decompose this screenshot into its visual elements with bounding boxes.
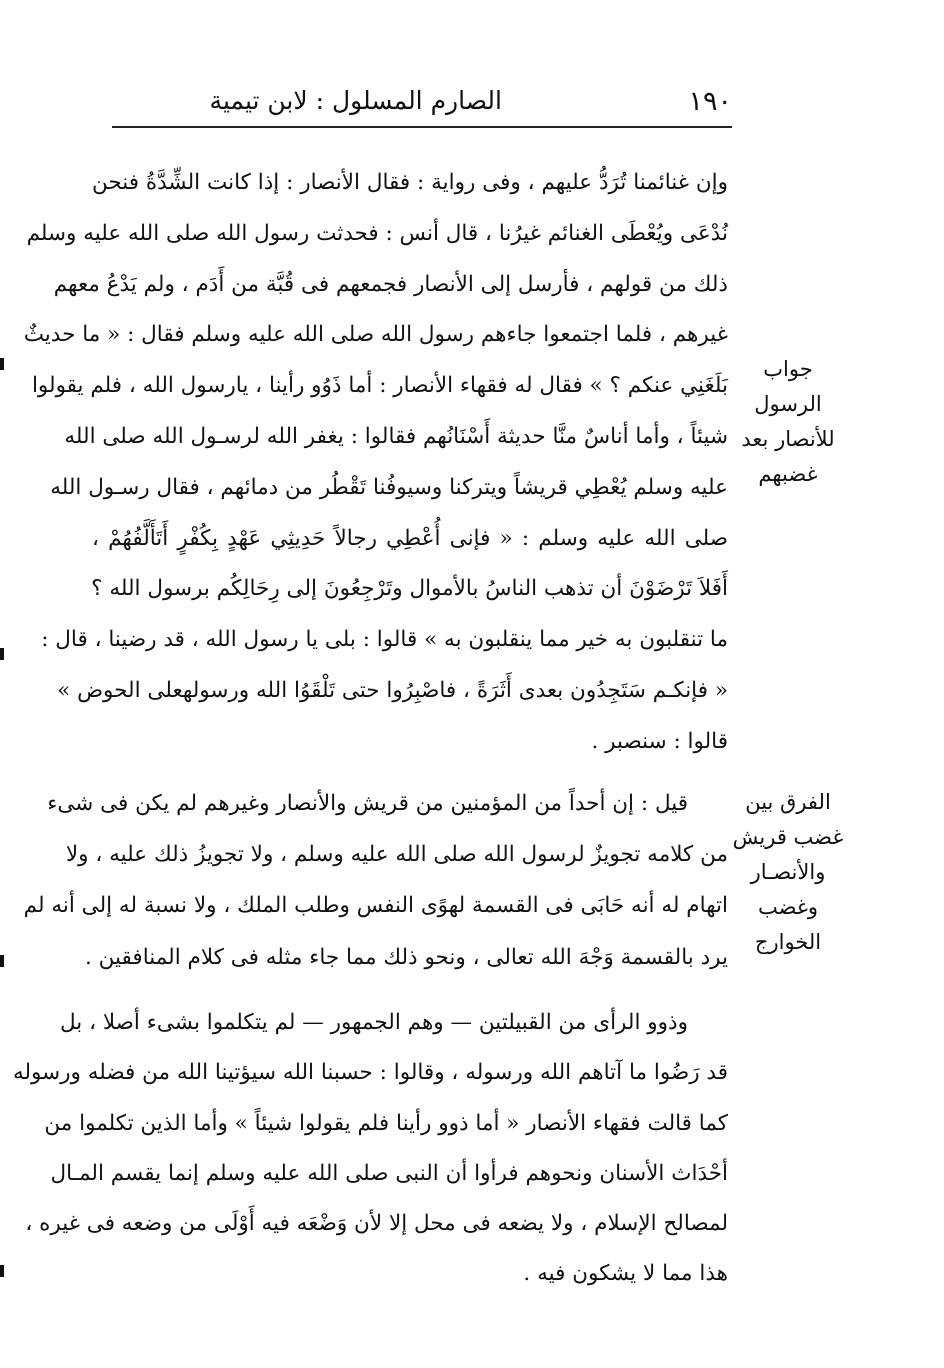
margin-note-line: غضب قريش	[732, 825, 844, 849]
text-line: ما تنقلبون به خير مما ينقلبون به » قالوا : بلى يا رسول الله ، قد رضينا ، قال :	[41, 627, 728, 653]
margin-note-1	[728, 352, 848, 492]
text-line: بَلَغَنِي عنكم ؟ » فقال له فقهاء الأنصار : أما ذَوُو رأينا ، يارسول الله ، فلم يقولوا	[31, 373, 728, 399]
text-line: نُدْعَى ويُعْطَى الغنائم غيرُنا ، قال أنس : فحدثت رسول الله صلى الله عليه وسلم	[26, 220, 728, 246]
scan-edge-mark	[0, 648, 4, 660]
text-line: أَفَلاَ تَرْضَوْنَ أن تذهب الناسُ بالأموال وتَرْجِعُونَ إلى رِحَالِكُم برسول الله ؟	[91, 576, 728, 602]
text-line: شيئاً ، وأما أناسٌ منَّا حديثة أَسْنَانُهم فقالوا : يغفر الله لرسـول الله صلى الله	[64, 423, 728, 449]
text-line: من كلامه تجويزٌ لرسول الله صلى الله عليه وسلم ، ولا تجويزُ ذلك عليه ، ولا	[65, 842, 728, 868]
text-line: قالوا : سنصبر .	[591, 728, 728, 754]
margin-note-line: غضبهم	[758, 462, 818, 486]
scan-edge-mark	[0, 955, 4, 967]
margin-note-line: والأنصـار	[750, 860, 826, 884]
text-line: صلى الله عليه وسلم : « فإنى أُعْطِي رجالاً حَدِيثِي عَهْدٍ بِكُفْرٍ أَتَأَلَّفُهُمْ ،	[92, 525, 728, 551]
header-rule	[112, 126, 732, 128]
margin-note-line: الخوارج	[754, 930, 822, 954]
text-line: وذوو الرأى من القبيلتين — وهم الجمهور — لم يتكلموا بشىء أصلا ، بل	[59, 1010, 688, 1035]
paragraph-3	[12, 998, 728, 1300]
text-line: ذلك من قولهم ، فأرسل إلى الأنصار فجمعهم فى قُبَّة من أَدَم ، ولم يَدْعُ معهم	[53, 271, 728, 297]
text-line: وإن غنائمنا تُرَدُّ عليهم ، وفى رواية : فقال الأنصار : إذا كانت الشِّدَّةُ فنحن	[92, 170, 728, 195]
text-line: أحْدَاث الأسنان ونحوهم فرأوا أن النبى صلى الله عليه وسلم إنما يقسم المـال	[50, 1160, 728, 1186]
scan-edge-mark	[0, 358, 4, 370]
text-line: غيرهم ، فلما اجتمعوا جاءهم رسول الله صلى الله عليه وسلم فقال : « ما حديثٌ	[23, 322, 728, 348]
margin-note-2	[728, 785, 848, 960]
text-line: قيل : إن أحداً من المؤمنين من قريش والأنصار وغيرهم لم يكن فى شىء	[47, 791, 688, 816]
page-header	[112, 82, 732, 122]
running-title: الصارم المسلول : لابن تيمية	[209, 86, 502, 115]
margin-note-line: وغضب	[758, 895, 818, 919]
text-line: قد رَضُوا ما آتاهم الله ورسوله ، وقالوا : حسبنا الله سيؤتينا الله من فضله ورسوله	[12, 1060, 728, 1086]
text-line: كما قالت فقهاء الأنصار « أما ذوو رأينا فلم يقولوا شيئاً » وأما الذين تكلموا من	[44, 1110, 728, 1136]
page-number: ١٩٠	[688, 86, 732, 117]
margin-note-line: الفرق بين	[745, 790, 831, 814]
text-line: هذا مما لا يشكون فيه .	[523, 1261, 728, 1287]
text-line: عليه وسلم يُعْطِي قريشاً ويتركنا وسيوفُنا تَقْطُر من دمائهم ، فقال رسـول الله	[50, 474, 728, 500]
margin-note-line: للأنصار بعد	[741, 427, 835, 451]
text-line: « فإنكـم سَتَجِدُون بعدى أَثَرَةً ، فاصْبِرُوا حتى تَلْقَوُا الله ورسولهعلى الحوض »	[57, 677, 728, 703]
margin-note-line: جواب الرسول	[754, 357, 822, 416]
paragraph-1	[23, 158, 728, 768]
text-line: لمصالح الإسلام ، ولا يضعه فى محل إلا لأن وَضْعَه فيه أَوْلَى من وضعه فى غيره ،	[25, 1211, 728, 1237]
scan-edge-mark	[0, 1265, 4, 1277]
paragraph-2	[23, 778, 728, 983]
text-line: اتهام له أنه حَابَى فى القسمة لهوًى النفس وطلب الملك ، ولا نسبة له إلى أنه لم	[23, 893, 728, 919]
text-line: يرد بالقسمة وَجْهَ الله تعالى ، ونحو ذلك مما جاء مثله فى كلام المنافقين .	[85, 944, 728, 970]
